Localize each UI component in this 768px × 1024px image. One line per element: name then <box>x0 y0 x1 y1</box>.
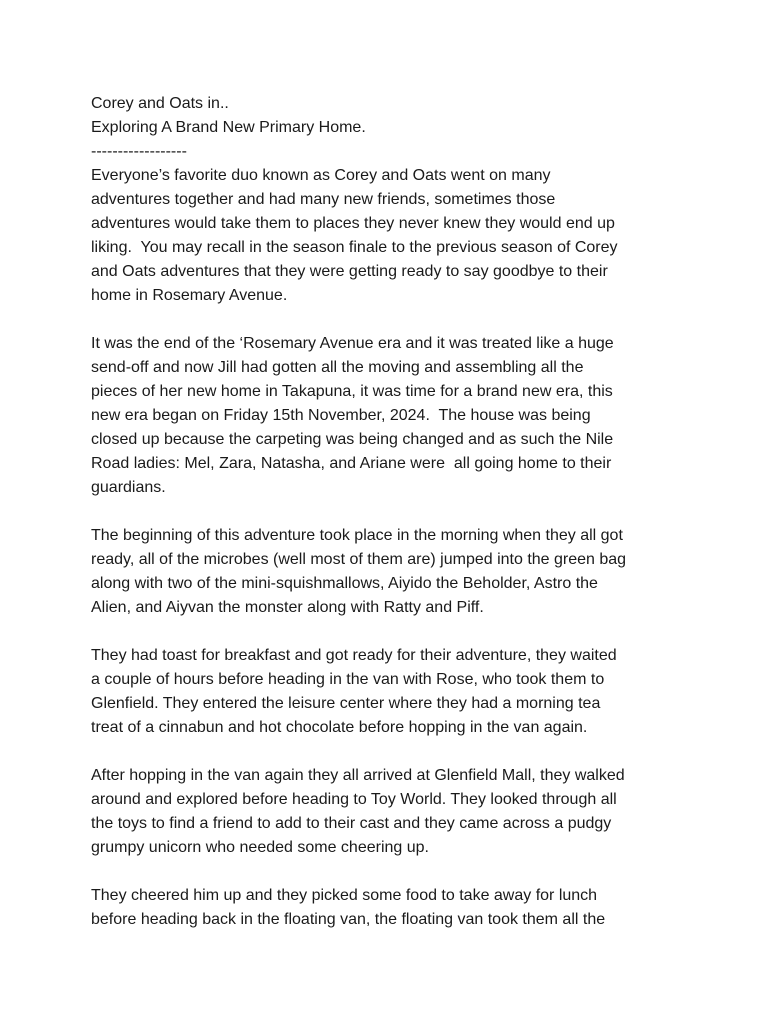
paragraph <box>91 884 691 932</box>
paragraph-line: It was the end of the ‘Rosemary Avenue era and it was treated like a huge <box>91 335 614 352</box>
paragraph-line: pieces of her new home in Takapuna, it was time for a brand new era, this <box>91 383 613 400</box>
paragraph <box>91 164 691 308</box>
paragraph-line: a couple of hours before heading in the van with Rose, who took them to <box>91 671 605 688</box>
paragraph-line: They had toast for breakfast and got ready for their adventure, they waited <box>91 647 617 664</box>
paragraph <box>91 524 691 620</box>
paragraph-line: home in Rosemary Avenue. <box>91 287 288 304</box>
paragraph-line: guardians. <box>91 479 166 496</box>
story-title-line-1: Corey and Oats in.. <box>91 95 229 112</box>
paragraph-line: before heading back in the floating van, the floating van took them all the <box>91 911 606 928</box>
paragraph-line: The beginning of this adventure took place in the morning when they all got <box>91 527 623 544</box>
paragraph-line: grumpy unicorn who needed some cheering up. <box>91 839 429 856</box>
paragraph-line: Road ladies: Mel, Zara, Natasha, and Ariane were all going home to their <box>91 455 612 472</box>
paragraph <box>91 764 691 860</box>
document-body <box>91 92 691 956</box>
paragraph-line: along with two of the mini-squishmallows, Aiyido the Beholder, Astro the <box>91 575 598 592</box>
paragraph-line: adventures together and had many new friends, sometimes those <box>91 191 556 208</box>
paragraph-line: treat of a cinnabun and hot chocolate before hopping in the van again. <box>91 719 588 736</box>
paragraph-line: the toys to find a friend to add to their cast and they came across a pudgy <box>91 815 612 832</box>
paragraph-line: liking. You may recall in the season finale to the previous season of Corey <box>91 239 618 256</box>
paragraph-line: Alien, and Aiyvan the monster along with Ratty and Piff. <box>91 599 484 616</box>
title-divider: ------------------ <box>91 143 187 160</box>
paragraph-line: closed up because the carpeting was being changed and as such the Nile <box>91 431 614 448</box>
paragraph-line: and Oats adventures that they were getting ready to say goodbye to their <box>91 263 608 280</box>
paragraph-line: Glenfield. They entered the leisure center where they had a morning tea <box>91 695 601 712</box>
paragraph-line: They cheered him up and they picked some food to take away for lunch <box>91 887 598 904</box>
paragraph-line: adventures would take them to places they never knew they would end up <box>91 215 615 232</box>
paragraph-line: Everyone’s favorite duo known as Corey and Oats went on many <box>91 167 551 184</box>
paragraph-line: around and explored before heading to Toy World. They looked through all <box>91 791 617 808</box>
paragraph <box>91 332 691 500</box>
paragraph <box>91 644 691 740</box>
paragraph-line: send-off and now Jill had gotten all the moving and assembling all the <box>91 359 584 376</box>
paragraph-line: new era began on Friday 15th November, 2024. The house was being <box>91 407 591 424</box>
paragraph-line: After hopping in the van again they all arrived at Glenfield Mall, they walked <box>91 767 625 784</box>
story-title-line-2: Exploring A Brand New Primary Home. <box>91 119 366 136</box>
paragraph-line: ready, all of the microbes (well most of them are) jumped into the green bag <box>91 551 627 568</box>
